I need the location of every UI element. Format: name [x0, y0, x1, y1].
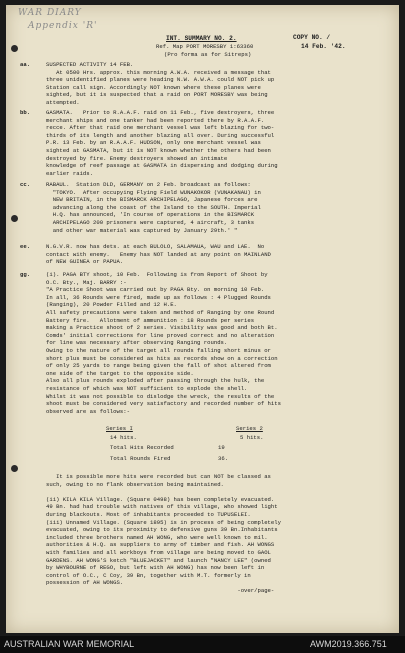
closing-line: (ii) KILA KILA Village. (Square 0498) has been completely evacuated.: [46, 495, 275, 503]
hits-col2-header: Series 2: [236, 425, 263, 432]
closing-line: evacuated, owing to its proximity to defensive guns 39 Bn.Inhabitants: [46, 526, 278, 534]
section-line: of only 25 yards to range being given the fall of shot altered from: [46, 362, 271, 370]
total-rounds-value: 36.: [218, 454, 229, 462]
summary-title: INT. SUMMARY NO. 2.: [166, 35, 237, 42]
closing-line: -over/page-: [46, 587, 275, 594]
section-line: In all, 36 Rounds were fired, made up as follows : 4 Plugged Rounds: [46, 293, 271, 301]
section-line: P.R. 13 Feb. by an R.A.A.F. HUDSON, only one merchant vessel was: [46, 139, 261, 147]
section-line: observed are as follows:-: [46, 407, 130, 415]
section-line: resistance of which was NOT sufficient to explode the shell.: [46, 385, 248, 392]
closing-line: included three brothers named AH WONG, who were well known to mil.: [46, 533, 268, 541]
section-line: and other war material was captured by January 29th.' ": [46, 226, 238, 234]
section-tag: bb.: [20, 109, 31, 116]
section-line: (i). PAGA BTY shoot, 10 Feb. Following is from Report of Shoot by: [46, 271, 268, 278]
section-line: recce. After that raid one merchant vessel was left blazing for two-: [46, 124, 275, 132]
document-page: [6, 5, 399, 633]
section-line: sighted, but it is suspected that a raid on PORT MORESBY was being: [46, 91, 268, 99]
section-line: "A Practice Shoot was carried out by PAGA Bty. on morning 10 Feb.: [46, 286, 265, 294]
section-line: three unidentified planes were heading N.W. A.W.A. could NOT pick up: [46, 76, 275, 84]
closing-line: It is possible more hits were recorded but can NOT be classed as: [46, 473, 271, 480]
archive-name: AUSTRALIAN WAR MEMORIAL: [4, 639, 135, 649]
section-line: advancing along the coast of the Island to the SOUTH. Imperial: [46, 203, 261, 211]
archive-footer: [0, 636, 405, 653]
section-line: short plus must be considered as hits as records show on a correction: [46, 354, 278, 362]
copy-number: COPY NO. /: [293, 34, 331, 41]
section-line: Station call sign. Accordingly NOT known where these planes were: [46, 83, 261, 91]
section-line: earlier raids.: [46, 169, 93, 177]
archive-reference: AWM2019.366.751: [310, 639, 387, 649]
reference-map: Ref. Map PORT MORESBY 1:63360: [156, 43, 254, 50]
closing-line: such, owing to no flank observation being maintained.: [46, 480, 224, 488]
section-line: All safety precautions were taken and method of Ranging by one Round: [46, 309, 275, 316]
total-hits-value: 19: [218, 444, 225, 452]
section-line: At 0500 Hrs. approx. this morning A.W.A. received a message that: [46, 68, 271, 76]
section-line: N.G.V.R. now has dets. at each BULOLO, SALAMAUA, WAU and LAE. No: [46, 243, 265, 250]
handwritten-war-diary: WAR DIARY: [18, 8, 82, 18]
section-line: SUSPECTED ACTIVITY 14 FEB.: [46, 61, 134, 68]
document-date: 14 Feb. '42.: [301, 43, 346, 50]
section-line: contact with enemy. Enemy has NOT landed at any point on MAINLAND: [46, 250, 271, 258]
section-line: "TOKYO. After occupying Flying Field WUNAKOKOR (VUNAKANAU) in: [46, 188, 261, 196]
closing-line: control of O.C., C Coy, 39 Bn, together with M.T. formerly in: [46, 571, 251, 579]
section-line: (Ranging), 20 Powder Filled and 12 H.E.: [46, 301, 177, 309]
section-line: NEW BRITAIN, in the BISMARCK ARCHIPELAGO, Japanese forces are: [46, 196, 258, 204]
section-line: Comds' initial corrections for line proved correct and no alteration: [46, 331, 275, 339]
section-line: merchant ships and one tanker had been reported there by R.A.A.F.: [46, 116, 265, 124]
section-tag: gg.: [20, 271, 31, 278]
section-line: shoot must be considered very satisfactory and recorded number of hits: [46, 400, 281, 408]
section-line: making a Practice shoot of 2 series. Visibility was good and both Bt.: [46, 324, 278, 332]
punch-hole: [11, 465, 18, 472]
section-line: Also all plus rounds exploded after passing through the hulk, the: [46, 377, 265, 385]
section-tag: ee.: [20, 243, 31, 250]
section-line: RABAUL. Station DLD, GERMANY on 2 Feb. broadcast as follows:: [46, 181, 251, 188]
section-line: of NEW GUINEA or PAPUA.: [46, 258, 124, 266]
hits-col1-value: 14 hits.: [110, 433, 137, 441]
section-line: sighted at GASMATA, but it is NOT known whether the others had been: [46, 147, 271, 154]
section-line: GASMATA. Prior to R.A.A.F. raid on 11 Feb., five destroyers, three: [46, 109, 275, 116]
section-line: Whilst it was not possible to dislodge the wreck, the results of the: [46, 392, 275, 400]
section-line: one side of the target to the opposite side.: [46, 369, 194, 377]
section-line: ARCHIPELAGO 200 prisoners were captured, 4 aircraft, 3 tanks: [46, 219, 255, 226]
pro-forma-note: (Pro forma as for Sitreps): [164, 51, 252, 58]
punch-hole: [11, 45, 18, 52]
closing-line: with families and all workboys from village are being moved to GAOL: [46, 549, 271, 556]
handwritten-appendix: Appendix 'R': [28, 21, 98, 31]
section-line: thirds of its length and another blazing all over. During successful: [46, 131, 275, 139]
section-line: for line was necessary after observing Ranging rounds.: [46, 339, 228, 347]
closing-line: authorities & H.Q. as suppliers to army of timber and fish. AH WONGS: [46, 541, 275, 549]
closing-line: GARDENS. AH WONG'S ketch "BLUEJACKET" and launch "NANCY LEE" (owned: [46, 556, 271, 564]
section-line: H.Q. has announced, 'In course of operations in the BISMARCK: [46, 211, 255, 219]
closing-line: 49 Bn. had had trouble with natives of this village, who showed light: [46, 503, 278, 511]
closing-line: (iii) Unnamed Village. (Square 1895) is in process of being completely: [46, 518, 281, 526]
hits-col1-header: Series I: [106, 425, 133, 432]
closing-line: by WHYBOURNE of REGO, but left with AH WONG) has now been left in: [46, 564, 265, 572]
section-line: O.C. Bty., Maj. BARRY :-: [46, 278, 127, 286]
section-line: Owing to the nature of the target all rounds falling short minus or: [46, 347, 271, 354]
section-line: attempted.: [46, 99, 80, 106]
total-hits-label: Total Hits Recorded: [110, 444, 174, 452]
section-line: Battery fire. Allotment of ammunition : 18 Rounds per series: [46, 316, 255, 324]
closing-line: during blackouts. Most of inhabitants proceeded to TUPUSELEI.: [46, 511, 251, 518]
closing-line: possession of AH WONGS.: [46, 579, 124, 587]
total-rounds-label: Total Rounds Fired: [110, 454, 171, 462]
hits-col2-value: 5 hits.: [240, 433, 264, 441]
section-line: knowledge of reef passage at GASMATA in dispersing and dodging during: [46, 162, 278, 170]
section-line: destroyed by fire. Enemy destroyers showed an intimate: [46, 154, 228, 162]
punch-hole: [11, 215, 18, 222]
section-tag: cc.: [20, 181, 31, 188]
section-tag: aa.: [20, 61, 31, 68]
